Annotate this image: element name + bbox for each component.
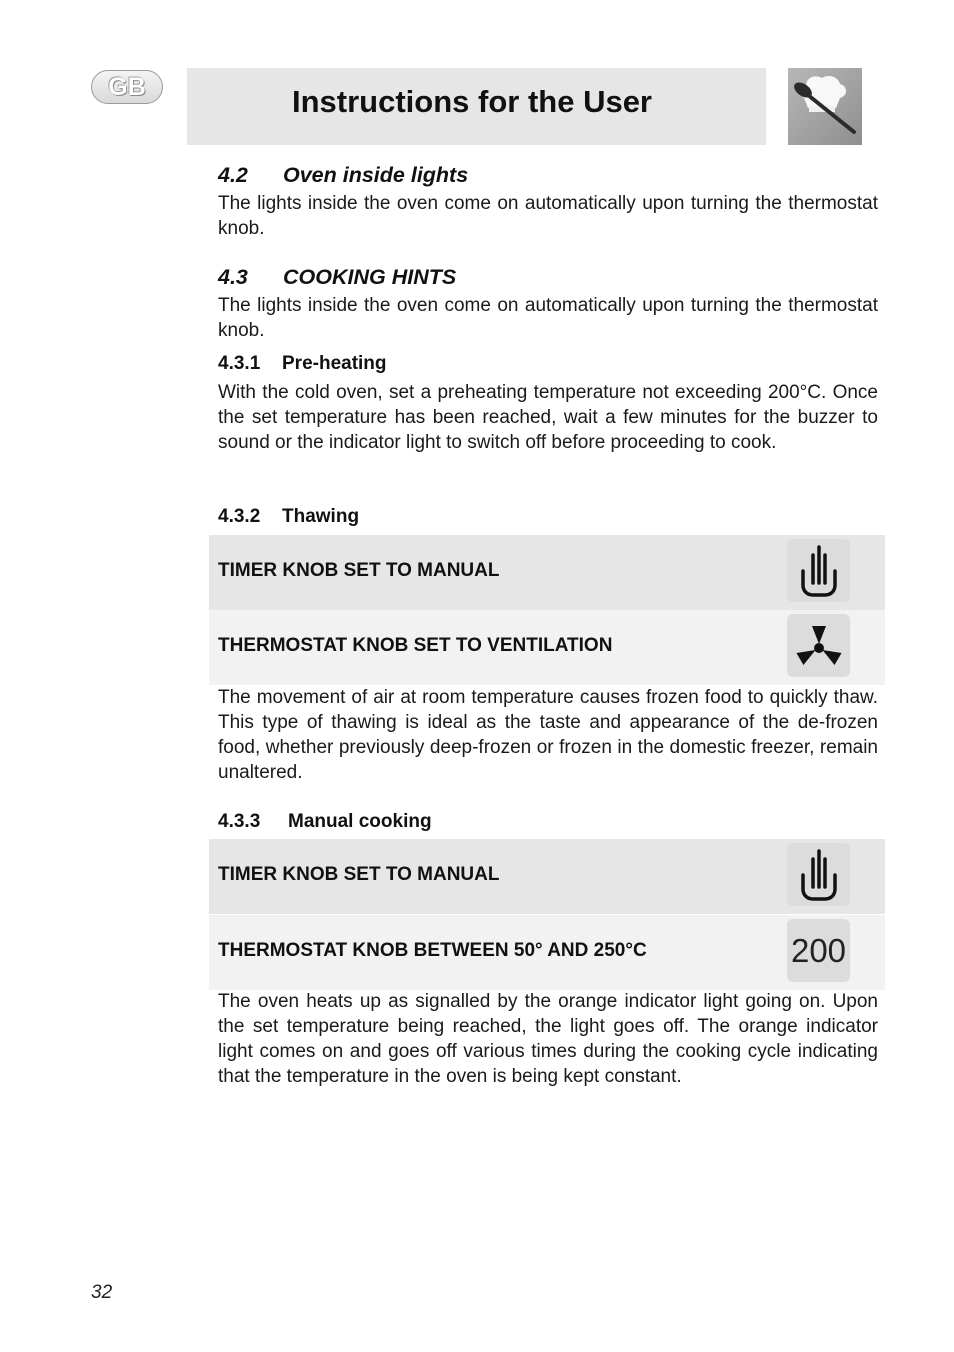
instruction-label: TIMER KNOB SET TO MANUAL	[218, 560, 500, 581]
instruction-label: THERMOSTAT KNOB SET TO VENTILATION	[218, 635, 613, 656]
paragraph: The movement of air at room temperature causes frozen food to quickly thaw. This type of thawing is ideal as the taste and appearance of the de-frozen food, whether previously deep-frozen or frozen in the domestic freezer, remain unaltered.	[218, 687, 878, 783]
section-4-2	[218, 163, 878, 241]
subsection-title: Manual cooking	[288, 811, 432, 832]
language-badge: GB	[91, 70, 163, 104]
temperature-value: 200	[790, 931, 847, 969]
page-number: 32	[91, 1282, 113, 1303]
subsection-number: 4.3.2	[218, 506, 261, 527]
section-4-3-3	[218, 811, 878, 833]
page-title: Instructions for the User	[292, 84, 652, 119]
paragraph: The oven heats up as signalled by the orange indicator light going on. Upon the set temperature being reached, the light goes off. The orange indicator light comes on and goes off various times during the cooking cycle indicating that the temperature in the oven is being kept constant.	[218, 991, 878, 1087]
header-bar	[187, 68, 766, 145]
instruction-band-thermostat	[209, 915, 885, 990]
subsection-heading	[218, 506, 878, 528]
section-4-3-2	[218, 506, 878, 528]
hand-manual-icon	[787, 843, 850, 906]
section-4-3	[218, 265, 878, 343]
section-4-3-3-body	[218, 989, 878, 1089]
section-4-3-1	[218, 353, 878, 455]
subsection-heading	[218, 353, 878, 375]
section-number: 4.3	[218, 265, 248, 289]
instruction-band-thermostat	[209, 610, 885, 685]
paragraph: The lights inside the oven come on automatically upon turning the thermostat knob.	[218, 295, 878, 341]
instruction-label: TIMER KNOB SET TO MANUAL	[218, 864, 500, 885]
section-4-3-2-body	[218, 685, 878, 785]
section-heading	[218, 163, 878, 188]
section-title: COOKING HINTS	[283, 265, 457, 289]
temperature-200-icon	[787, 919, 850, 982]
subsection-heading	[218, 811, 878, 833]
paragraph: The lights inside the oven come on automatically upon turning the thermostat knob.	[218, 193, 878, 239]
hand-manual-icon	[787, 539, 850, 602]
instruction-label: THERMOSTAT KNOB BETWEEN 50° AND 250°C	[218, 940, 647, 961]
instruction-band-timer	[209, 839, 885, 914]
instruction-band-timer	[209, 535, 885, 610]
section-title: Oven inside lights	[283, 163, 469, 187]
subsection-title: Thawing	[282, 506, 360, 527]
paragraph: With the cold oven, set a preheating temperature not exceeding 200°C. Once the set temperature has been reached, wait a few minutes for the buzzer to sound or the indicator light to switch off before proceeding to cook.	[218, 382, 878, 453]
section-heading	[218, 265, 878, 290]
section-number: 4.2	[218, 163, 248, 187]
subsection-number: 4.3.3	[218, 811, 261, 832]
fan-icon	[787, 614, 850, 677]
subsection-number: 4.3.1	[218, 353, 261, 374]
chef-spoon-icon	[788, 68, 862, 145]
subsection-title: Pre-heating	[282, 353, 387, 374]
